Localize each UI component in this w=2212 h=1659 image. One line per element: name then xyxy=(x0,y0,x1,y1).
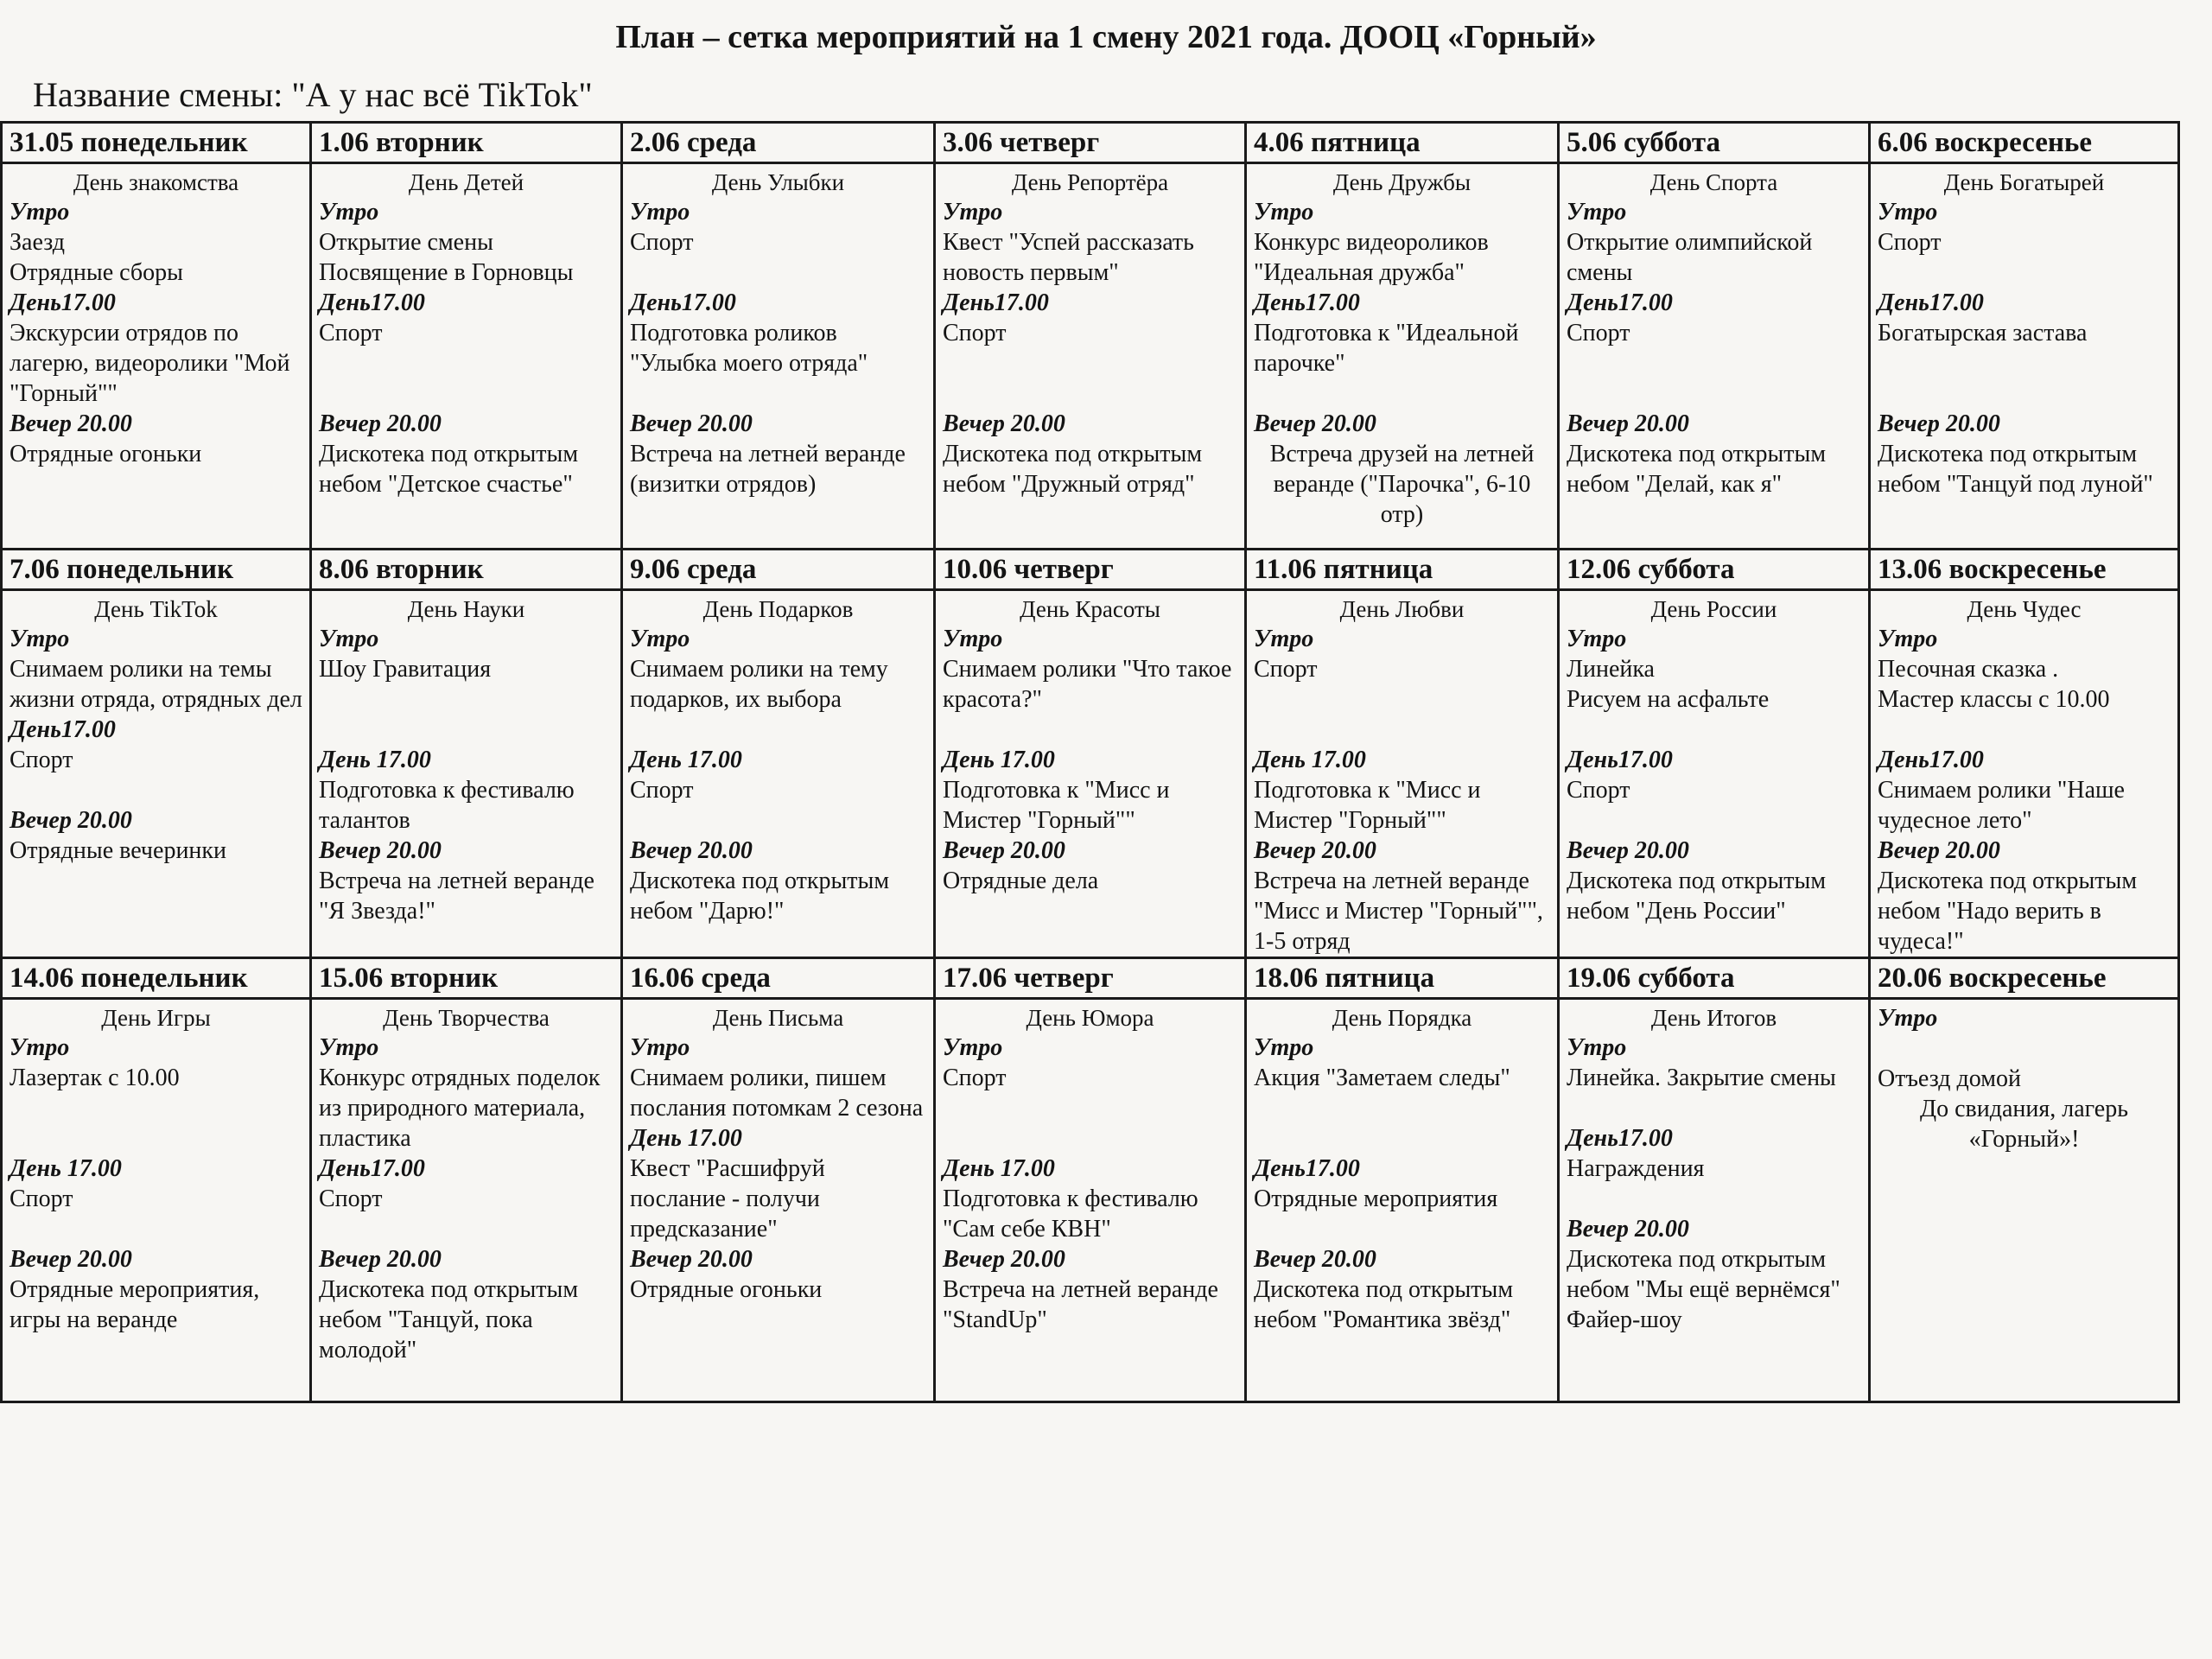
day-date: 16.06 среда xyxy=(622,958,935,999)
day-label: День 17.00 xyxy=(943,1155,1055,1182)
day-label: День17.00 xyxy=(1254,289,1360,316)
day-label: День17.00 xyxy=(1878,289,1984,316)
day-cell xyxy=(1870,163,2179,550)
morning-label: Утро xyxy=(1567,199,1627,226)
day-title: День Репортёра xyxy=(1011,169,1169,195)
day-cell xyxy=(1870,590,2179,958)
morning-event: Снимаем ролики "Что такое красота?" xyxy=(943,656,1232,713)
evening-event: Дискотека под открытым небом "Делай, как я" xyxy=(1567,441,1827,498)
day-title: День Творчества xyxy=(383,1005,550,1031)
day-label: День 17.00 xyxy=(319,747,431,773)
morning-label: Утро xyxy=(943,626,1003,652)
morning-label: Утро xyxy=(1254,199,1314,226)
day-event: Подготовка к "Мисс и Мистер "Горный"" xyxy=(1254,777,1481,834)
day-date: 14.06 понедельник xyxy=(2,958,311,999)
day-title: День Богатырей xyxy=(1943,169,2105,195)
day-cell xyxy=(311,999,622,1402)
day-event: Подготовка к фестивалю талантов xyxy=(319,777,575,834)
day-title: День Дружбы xyxy=(1332,169,1471,195)
day-event: Награждения xyxy=(1567,1155,1705,1182)
day-date: 17.06 четверг xyxy=(935,958,1246,999)
evening-event: Отрядные огоньки xyxy=(630,1276,823,1303)
day-title: День Любви xyxy=(1339,596,1465,622)
morning-event: Конкурс видеороликов "Идеальная дружба" xyxy=(1254,229,1489,286)
day-date: 20.06 воскресенье xyxy=(1870,958,2179,999)
morning-event: Посвящение в Горновцы xyxy=(319,259,574,286)
day-event: Спорт xyxy=(1567,777,1630,804)
day-title: День знакомства xyxy=(73,169,239,195)
morning-label: Утро xyxy=(1878,1005,1938,1032)
day-cell xyxy=(935,590,1246,958)
evening-label: Вечер 20.00 xyxy=(10,807,132,834)
morning-label: Утро xyxy=(943,199,1003,226)
morning-event: Спорт xyxy=(943,1065,1007,1091)
evening-event: Встреча на летней веранде "StandUp" xyxy=(943,1276,1218,1333)
day-event: Снимаем ролики "Наше чудесное лето" xyxy=(1878,777,2125,834)
week-3-date-row xyxy=(2,958,2179,999)
day-cell xyxy=(622,163,935,550)
day-cell xyxy=(1246,590,1559,958)
morning-event: До свидания, лагерь «Горный»! xyxy=(1920,1096,2128,1153)
week-1-date-row xyxy=(2,123,2179,163)
day-label: День 17.00 xyxy=(943,747,1055,773)
evening-event: Отрядные вечеринки xyxy=(10,837,227,864)
morning-label: Утро xyxy=(943,1034,1003,1061)
day-label: День17.00 xyxy=(1567,1125,1673,1152)
day-event: Спорт xyxy=(1567,320,1630,346)
day-event: Спорт xyxy=(10,1185,73,1212)
morning-label: Утро xyxy=(1878,626,1938,652)
day-date: 4.06 пятница xyxy=(1246,123,1559,163)
morning-event: Мастер классы с 10.00 xyxy=(1878,686,2110,713)
evening-label: Вечер 20.00 xyxy=(943,1246,1065,1273)
day-date: 1.06 вторник xyxy=(311,123,622,163)
evening-label: Вечер 20.00 xyxy=(1567,1216,1689,1243)
day-event: Спорт xyxy=(319,320,383,346)
day-label: День17.00 xyxy=(1567,289,1673,316)
morning-label: Утро xyxy=(630,199,690,226)
morning-label: Утро xyxy=(10,626,70,652)
day-event: Спорт xyxy=(10,747,73,773)
evening-event: Файер-шоу xyxy=(1567,1306,1682,1333)
day-event: Спорт xyxy=(943,320,1007,346)
day-cell xyxy=(2,590,311,958)
day-date: 2.06 среда xyxy=(622,123,935,163)
evening-label: Вечер 20.00 xyxy=(1567,410,1689,437)
day-title: День Красоты xyxy=(1020,596,1160,622)
day-event: Подготовка роликов "Улыбка моего отряда" xyxy=(630,320,868,377)
day-label: День 17.00 xyxy=(1254,747,1366,773)
evening-label: Вечер 20.00 xyxy=(943,410,1065,437)
day-date: 10.06 четверг xyxy=(935,550,1246,590)
day-cell xyxy=(1559,590,1870,958)
week-3-events-row xyxy=(2,999,2179,1402)
day-event: Спорт xyxy=(319,1185,383,1212)
day-event: Подготовка к "Идеальной парочке" xyxy=(1254,320,1519,377)
morning-event: Шоу Гравитация xyxy=(319,656,492,683)
day-title: День Науки xyxy=(407,596,525,622)
day-date: 5.06 суббота xyxy=(1559,123,1870,163)
day-label: День17.00 xyxy=(10,716,116,743)
day-title: День Подарков xyxy=(702,596,854,622)
week-1-events-row xyxy=(2,163,2179,550)
evening-label: Вечер 20.00 xyxy=(630,410,753,437)
day-cell xyxy=(311,163,622,550)
day-cell xyxy=(1246,163,1559,550)
shift-name: Название смены: "А у нас всё TikTok" xyxy=(33,75,593,114)
morning-event: Лазертак с 10.00 xyxy=(10,1065,180,1091)
evening-event: Дискотека под открытым небом "День России" xyxy=(1567,868,1827,925)
morning-label: Утро xyxy=(1254,1034,1314,1061)
week-2-date-row xyxy=(2,550,2179,590)
evening-event: Дискотека под открытым небом "Детское счастье" xyxy=(319,441,579,498)
day-event: Экскурсии отрядов по лагерю, видеоролики "Мой "Горный"" xyxy=(10,320,290,407)
evening-label: Вечер 20.00 xyxy=(630,837,753,864)
day-event: Спорт xyxy=(630,777,694,804)
morning-event: Песочная сказка . xyxy=(1878,656,2059,683)
morning-event: Линейка. Закрытие смены xyxy=(1567,1065,1836,1091)
week-2-events-row xyxy=(2,590,2179,958)
day-title: День Игры xyxy=(101,1005,211,1031)
schedule-grid xyxy=(0,121,2180,1403)
day-date: 6.06 воскресенье xyxy=(1870,123,2179,163)
day-event: Квест "Расшифруй послание - получи предсказание" xyxy=(630,1155,825,1243)
day-title: День Итогов xyxy=(1650,1005,1777,1031)
morning-event: Рисуем на асфальте xyxy=(1567,686,1770,713)
day-label: День17.00 xyxy=(630,289,736,316)
morning-event: Снимаем ролики, пишем послания потомкам 2 сезона xyxy=(630,1065,924,1122)
evening-event: Дискотека под открытым небом "Дарю!" xyxy=(630,868,890,925)
day-date: 31.05 понедельник xyxy=(2,123,311,163)
morning-event: Линейка xyxy=(1567,656,1655,683)
evening-event: Дискотека под открытым небом "Танцуй, пока молодой" xyxy=(319,1276,579,1363)
day-title: День Письма xyxy=(712,1005,844,1031)
day-label: День17.00 xyxy=(1878,747,1984,773)
day-title: День Порядка xyxy=(1332,1005,1472,1031)
day-date: 11.06 пятница xyxy=(1246,550,1559,590)
evening-label: Вечер 20.00 xyxy=(1567,837,1689,864)
evening-label: Вечер 20.00 xyxy=(1254,837,1376,864)
morning-label: Утро xyxy=(1567,626,1627,652)
day-label: День 17.00 xyxy=(10,1155,122,1182)
day-cell xyxy=(1870,999,2179,1402)
day-label: День17.00 xyxy=(1254,1155,1360,1182)
morning-label: Утро xyxy=(319,199,379,226)
morning-label: Утро xyxy=(630,1034,690,1061)
morning-event: Спорт xyxy=(1254,656,1318,683)
evening-event: Встреча друзей на летней веранде ("Парочка", 6-10 отр) xyxy=(1269,441,1535,528)
morning-label: Утро xyxy=(10,199,70,226)
morning-event: Спорт xyxy=(630,229,694,256)
morning-label: Утро xyxy=(630,626,690,652)
morning-label: Утро xyxy=(10,1034,70,1061)
morning-event: Снимаем ролики на темы жизни отряда, отрядных дел xyxy=(10,656,302,713)
day-event: Богатырская застава xyxy=(1878,320,2088,346)
evening-label: Вечер 20.00 xyxy=(630,1246,753,1273)
evening-label: Вечер 20.00 xyxy=(10,410,132,437)
day-title: День Улыбки xyxy=(711,169,845,195)
day-date: 12.06 суббота xyxy=(1559,550,1870,590)
day-title: День Спорта xyxy=(1649,169,1778,195)
day-cell xyxy=(311,590,622,958)
evening-label: Вечер 20.00 xyxy=(1878,837,2000,864)
day-title: День Чудес xyxy=(1967,596,2082,622)
day-title: День России xyxy=(1650,596,1777,622)
evening-label: Вечер 20.00 xyxy=(1254,1246,1376,1273)
evening-event: Отрядные огоньки xyxy=(10,441,202,467)
day-cell xyxy=(2,999,311,1402)
day-label: День 17.00 xyxy=(630,747,742,773)
evening-event: Дискотека под открытым небом "Надо верить в чудеса!" xyxy=(1878,868,2138,955)
evening-event: Встреча на летней веранде "Я Звезда!" xyxy=(319,868,594,925)
day-event: Подготовка к "Мисс и Мистер "Горный"" xyxy=(943,777,1170,834)
evening-event: Дискотека под открытым небом "Дружный отряд" xyxy=(943,441,1203,498)
evening-label: Вечер 20.00 xyxy=(319,410,442,437)
day-date: 3.06 четверг xyxy=(935,123,1246,163)
day-cell xyxy=(2,163,311,550)
morning-event: Спорт xyxy=(1878,229,1942,256)
day-label: День17.00 xyxy=(319,289,425,316)
evening-label: Вечер 20.00 xyxy=(10,1246,132,1273)
day-date: 19.06 суббота xyxy=(1559,958,1870,999)
evening-event: Дискотека под открытым небом "Романтика звёзд" xyxy=(1254,1276,1514,1333)
morning-event: Заезд xyxy=(10,229,66,256)
day-label: День17.00 xyxy=(319,1155,425,1182)
evening-event: Отрядные дела xyxy=(943,868,1099,894)
day-cell xyxy=(1559,163,1870,550)
evening-event: Встреча на летней веранде (визитки отрядов) xyxy=(630,441,906,498)
evening-label: Вечер 20.00 xyxy=(1254,410,1376,437)
day-cell xyxy=(935,163,1246,550)
morning-event: Открытие смены xyxy=(319,229,493,256)
morning-event: Снимаем ролики на тему подарков, их выбора xyxy=(630,656,888,713)
evening-event: Отрядные мероприятия, игры на веранде xyxy=(10,1276,260,1333)
morning-event: Квест "Успей рассказать новость первым" xyxy=(943,229,1194,286)
day-label: День17.00 xyxy=(943,289,1049,316)
day-cell xyxy=(1559,999,1870,1402)
day-title: День TikTok xyxy=(94,596,218,622)
day-cell xyxy=(935,999,1246,1402)
day-title: День Юмора xyxy=(1026,1005,1154,1031)
document-title: План – сетка мероприятий на 1 смену 2021 года. ДООЦ «Горный» xyxy=(615,19,1597,55)
morning-event: Отрядные сборы xyxy=(10,259,183,286)
evening-event: Дискотека под открытым небом "Танцуй под луной" xyxy=(1878,441,2153,498)
day-event: Подготовка к фестивалю "Сам себе КВН" xyxy=(943,1185,1198,1243)
day-cell xyxy=(1246,999,1559,1402)
day-label: День17.00 xyxy=(1567,747,1673,773)
day-title: День Детей xyxy=(408,169,524,195)
day-date: 9.06 среда xyxy=(622,550,935,590)
day-label: День17.00 xyxy=(10,289,116,316)
morning-label: Утро xyxy=(319,626,379,652)
morning-event: Акция "Заметаем следы" xyxy=(1254,1065,1510,1091)
evening-label: Вечер 20.00 xyxy=(943,837,1065,864)
morning-label: Утро xyxy=(319,1034,379,1061)
day-cell xyxy=(622,590,935,958)
morning-event: Конкурс отрядных поделок из природного материала, пластика xyxy=(319,1065,601,1152)
morning-event: Открытие олимпийской смены xyxy=(1567,229,1813,286)
evening-label: Вечер 20.00 xyxy=(1878,410,2000,437)
day-event: Отрядные мероприятия xyxy=(1254,1185,1498,1212)
day-date: 7.06 понедельник xyxy=(2,550,311,590)
day-date: 8.06 вторник xyxy=(311,550,622,590)
evening-label: Вечер 20.00 xyxy=(319,837,442,864)
day-date: 13.06 воскресенье xyxy=(1870,550,2179,590)
evening-label: Вечер 20.00 xyxy=(319,1246,442,1273)
day-cell xyxy=(622,999,935,1402)
evening-event: Встреча на летней веранде "Мисс и Мистер "Горный"", 1-5 отряд xyxy=(1254,868,1543,955)
day-date: 15.06 вторник xyxy=(311,958,622,999)
evening-event: Дискотека под открытым небом "Мы ещё вернёмся" xyxy=(1567,1246,1840,1303)
morning-label: Утро xyxy=(1254,626,1314,652)
morning-label: Утро xyxy=(1567,1034,1627,1061)
morning-event: Отъезд домой xyxy=(1878,1065,2021,1092)
day-label: День 17.00 xyxy=(630,1125,742,1152)
morning-label: Утро xyxy=(1878,199,1938,226)
day-date: 18.06 пятница xyxy=(1246,958,1559,999)
